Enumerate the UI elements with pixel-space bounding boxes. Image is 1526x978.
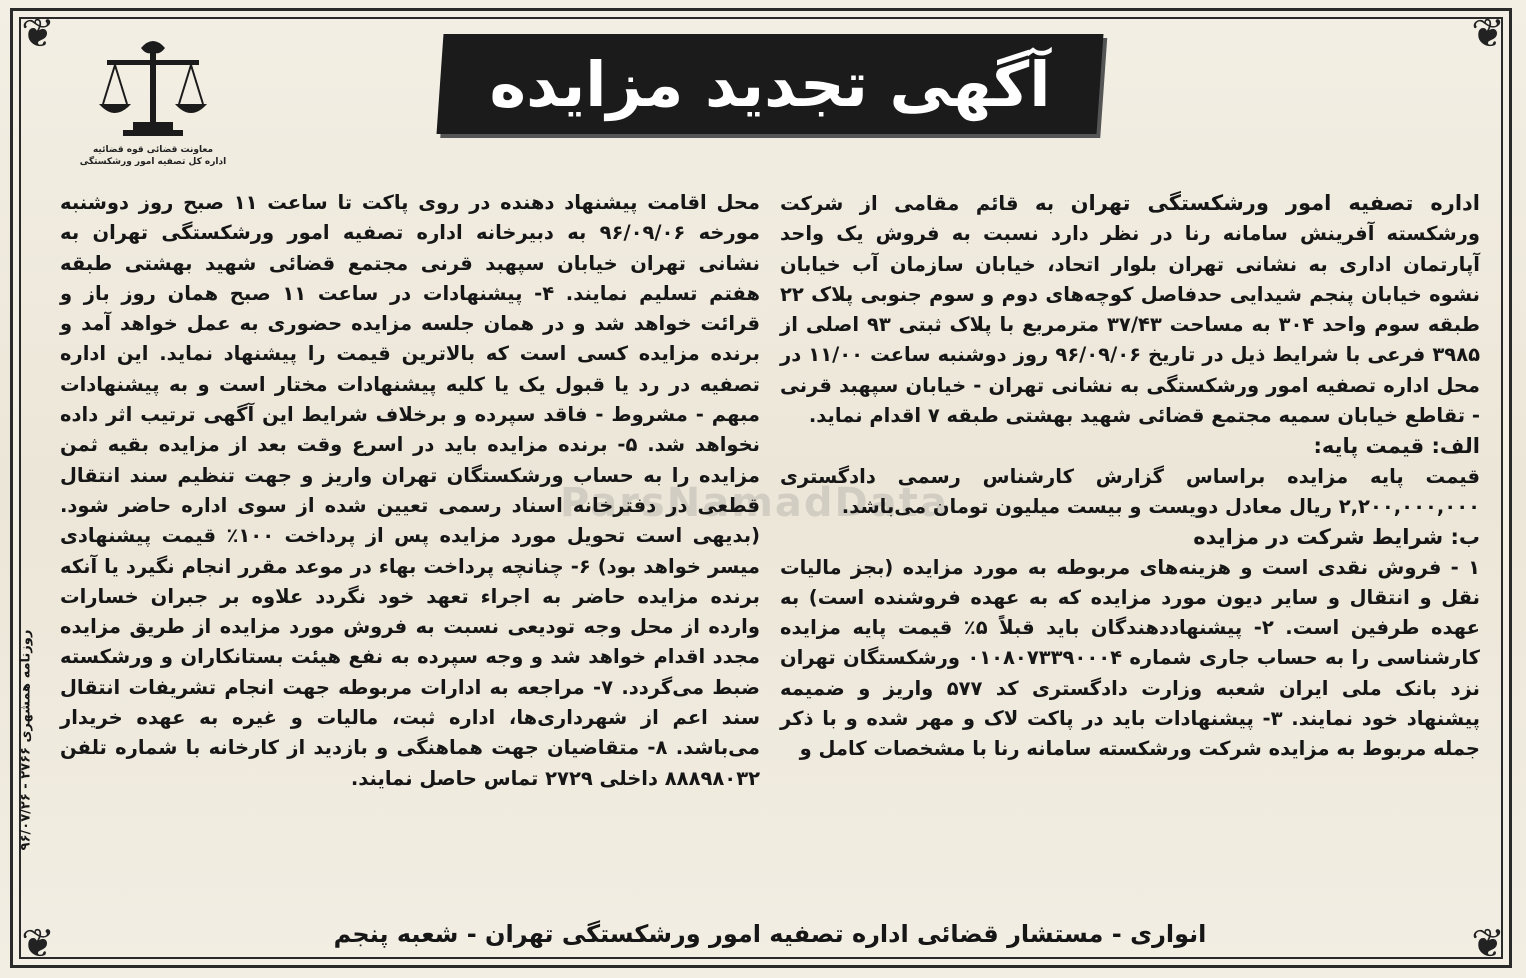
emblem-caption-line2: اداره کل تصفیه امور ورشکستگی — [79, 157, 227, 167]
corner-ornament-icon: ❦ — [1471, 11, 1505, 57]
section-a-heading: الف: قیمت پایه: — [1313, 434, 1480, 459]
watermark: ParsNamadData — [560, 480, 949, 526]
corner-ornament-icon: ❦ — [21, 11, 55, 57]
signature-footer: انواری - مستشار قضائی اداره تصفیه امور ورشکستگی تهران - شعبه پنجم — [333, 920, 1207, 948]
corner-ornament-icon: ❦ — [21, 921, 55, 967]
intro-paragraph — [780, 188, 1480, 431]
corner-ornament-icon: ❦ — [1471, 921, 1505, 967]
section-b-heading: ب: شرایط شرکت در مزایده — [1193, 525, 1480, 550]
section-a-text: قیمت پایه مزایده براساس گزارش کارشناس رسمی دادگستری ۲,۲۰۰,۰۰۰,۰۰۰ ریال معادل دویست و بیست میلیون تومان می‌باشد. — [780, 464, 1480, 518]
intro-bold: اداره تصفیه امور ورشکستگی تهران — [1070, 191, 1481, 215]
left-column — [60, 188, 760, 794]
scales-of-justice-icon — [93, 34, 213, 144]
section-b-text: ۱ - فروش نقدی است و هزینه‌های مربوطه به مورد مزایده (بجز مالیات نقل و انتقال و سایر دیون مورد مزایده که به عهده فروشنده است) به عهده طرفین است. ۲- پیشنهاددهندگان باید قبلاً ۵٪ قیمت پایه مزایده کارشناسی را به حساب جاری شماره ۰۱۰۸۰۷۳۳۹۰۰۰۴ ورشکستگان تهران نزد بانک ملی ایران شعبه وزارت دادگستری کد ۵۷۷ واریز و ضمیمه پیشنهاد خود نمایند. ۳- پیشنهادات باید در پاکت لاک و مهر شده و با ذکر جمله مربوط به مزایده شرکت ورشکسته سامانه رنا با مشخصات کامل و — [780, 555, 1481, 761]
emblem-caption-line1: معاونت قضائی قوه قضائیه — [92, 145, 214, 155]
left-column-text: محل اقامت پیشنهاد دهنده در روی پاکت تا ساعت ۱۱ صبح روز دوشنبه مورخه ۹۶/۰۹/۰۶ به دبیرخانه اداره تصفیه امور ورشکستگی تهران به نشانی تهران خیابان سپهبد قرنی مجتمع قضائی شهید بهشتی طبقه هفتم تسلیم نمایند. ۴- پیشنهادات در ساعت ۱۱ صبح همان روز باز و قرائت خواهد شد و در همان جلسه مزایده حضوری به عمل خواهد آمد و برنده مزایده کسی است که بالاترین قیمت را پیشنهاد نماید. این اداره تصفیه در رد یا قبول یک یا کلیه پیشنهادات مختار است و به پیشنهادات مبهم - مشروط - فاقد سپرده و برخلاف شرایط این آگهی ترتیب اثر داده نخواهد شد. ۵- برنده مزایده باید در اسرع وقت بعد از مزایده بقیه ثمن مزایده را به حساب ورشکستگان تهران واریز و جهت تنظیم سند انتقال قطعی در دفترخانه اسناد رسمی تعیین شده از سوی اداره حاضر شود. (بدیهی است تحویل مورد مزایده پس از پرداخت ۱۰۰٪ قیمت پیشنهادی میسر خواهد بود) ۶- چنانچه پرداخت بهاء در موعد مقرر انجام نگیرد یا آنکه برنده مزایده حاضر به اجراء تعهد خود نگردد علاوه بر جبران خسارات وارده از محل وجه تودیعی نسبت به فروش مورد مزایده از طریق مزایده مجدد اقدام خواهد شد و وجه سپرده به نفع هیئت بستانکاران و ورشکسته ضبط می‌گردد. ۷- مراجعه به ادارات مربوطه جهت انجام تشریفات انتقال سند اعم از شهرداری‌ها، اداره ثبت، مالیات و غیره به عهده خریدار می‌باشد. ۸- متقاضیان جهت هماهنگی و بازدید از کارخانه با شماره تلفن ۸۸۸۹۸۰۳۲ داخلی ۲۷۲۹ تماس حاصل نمایند. — [60, 191, 761, 790]
judiciary-emblem — [78, 34, 228, 184]
publication-note: روزنامه همشهری ۲۷۶۶ - ۹۶/۰۷/۲۶ — [18, 629, 34, 851]
intro-text: به قائم مقامی از شرکت ورشکسته آفرینش سامانه رنا در نظر دارد نسبت به فروش یک واحد آپارتمان اداری به نشانی تهران بلوار اتحاد، خیابان سازمان آب خیابان نشوه خیابان پنجم شیدایی حدفاصل کوچه‌های دوم و سوم جنوبی پلاک ۲۲ طبقه سوم واحد ۳۰۴ به مساحت ۳۷/۴۳ مترمربع با پلاک ثبتی ۹۳ اصلی از ۳۹۸۵ فرعی با شرایط ذیل در تاریخ ۹۶/۰۹/۰۶ روز دوشنبه ساعت ۱۱/۰۰ در محل اداره تصفیه امور ورشکستگی به نشانی تهران - خیابان سپهبد قرنی - تقاطع خیابان سمیه مجتمع قضائی شهید بهشتی طبقه ۷ اقدام نماید. — [780, 192, 1481, 428]
publication-sidebar — [6, 540, 46, 940]
right-column — [780, 188, 1480, 765]
page-title: آگهی تجدید مزایده — [489, 47, 1051, 121]
